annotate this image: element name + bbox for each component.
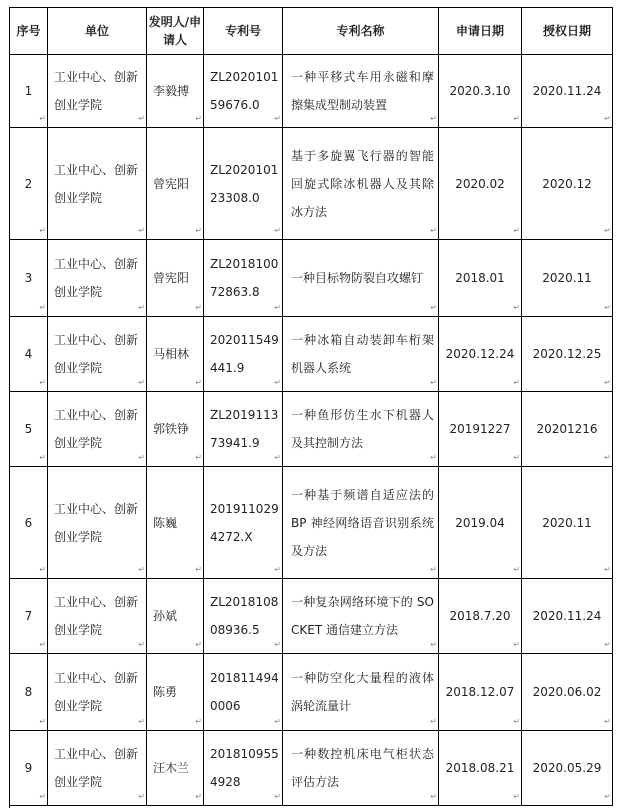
cell-patent-no-text: ZL201810808936.5: [210, 595, 279, 637]
paragraph-mark-icon: ↵: [513, 226, 520, 235]
cell-title-text: 一种复杂网络环境下的 SOCKET 通信建立方法: [291, 595, 434, 637]
cell-unit: [48, 317, 147, 392]
cell-no-text: 1: [24, 84, 33, 98]
cell-unit: [48, 128, 147, 240]
paragraph-mark-icon: ↵: [39, 114, 46, 123]
cell-patent-no: [204, 654, 283, 731]
cell-patent-no-text: ZL202010159676.0: [210, 70, 279, 112]
cell-unit: [48, 731, 147, 806]
paragraph-mark-icon: ↵: [274, 378, 281, 387]
cell-inventor: [147, 240, 204, 317]
paragraph-mark-icon: ↵: [513, 792, 520, 801]
cell-patent-no-text: 202011549441.9: [210, 333, 279, 375]
paragraph-mark-icon: ↵: [195, 226, 202, 235]
patent-table: [9, 7, 613, 806]
cell-inventor-text: 孙斌: [153, 609, 178, 623]
cell-title: [283, 467, 439, 579]
cell-patent-no: [204, 240, 283, 317]
cell-inventor: [147, 128, 204, 240]
paragraph-mark-icon: ↵: [513, 303, 520, 312]
paragraph-mark-icon: ↵: [604, 453, 611, 462]
cell-unit: [48, 55, 147, 128]
paragraph-mark-icon: ↵: [195, 717, 202, 726]
paragraph-mark-icon: ↵: [513, 717, 520, 726]
paragraph-mark-icon: ↵: [39, 717, 46, 726]
cell-title-text: 一种数控机床电气柜状态评估方法: [291, 747, 434, 789]
cell-inventor-text: 曾宪阳: [153, 176, 190, 191]
cell-no-text: 2: [24, 176, 33, 191]
cell-patent-no: [204, 731, 283, 806]
cell-apply-date-text: 2020.02: [455, 176, 505, 191]
paragraph-mark-icon: ↵: [138, 717, 145, 726]
cell-apply-date: [439, 392, 522, 467]
paragraph-mark-icon: ↵: [513, 565, 520, 574]
cell-apply-date-text: 2020.12.24: [445, 347, 515, 361]
paragraph-mark-icon: ↵: [138, 565, 145, 574]
cell-grant-date-text: 20201216: [536, 422, 598, 436]
cell-inventor-text: 马相林: [153, 347, 190, 361]
cell-unit-text: 工业中心、创新创业学院: [54, 70, 139, 112]
paragraph-mark-icon: ↵: [430, 565, 437, 574]
cell-no: [10, 731, 48, 806]
header-patent-no: 专利号: [204, 8, 283, 55]
paragraph-mark-icon: ↵: [39, 565, 46, 574]
cell-title-text: 一种冰箱自动装卸车桁架机器人系统: [291, 333, 434, 375]
cell-inventor-text: 李毅搏: [153, 84, 190, 98]
cell-patent-no-text: 2018114940006: [210, 671, 279, 713]
paragraph-mark-icon: ↵: [195, 114, 202, 123]
paragraph-mark-icon: ↵: [513, 453, 520, 462]
paragraph-mark-icon: ↵: [604, 226, 611, 235]
cell-patent-no: [204, 55, 283, 128]
cell-unit: [48, 654, 147, 731]
cell-patent-no-text: ZL202010123308.0: [210, 162, 279, 205]
paragraph-mark-icon: ↵: [274, 640, 281, 649]
table-row: [10, 654, 613, 731]
cell-grant-date-text: 2020.06.02: [532, 685, 602, 699]
cell-title: [283, 55, 439, 128]
paragraph-mark-icon: ↵: [604, 792, 611, 801]
cell-inventor: [147, 392, 204, 467]
cell-no: [10, 317, 48, 392]
paragraph-mark-icon: ↵: [513, 378, 520, 387]
paragraph-mark-icon: ↵: [138, 640, 145, 649]
cell-grant-date-text: 2020.11: [542, 515, 592, 530]
table-row: [10, 467, 613, 579]
cell-inventor: [147, 579, 204, 654]
cell-inventor: [147, 467, 204, 579]
paragraph-mark-icon: ↵: [138, 792, 145, 801]
cell-unit-text: 工业中心、创新创业学院: [54, 257, 139, 299]
cell-apply-date: [439, 654, 522, 731]
cell-apply-date-text: 2018.12.07: [445, 685, 515, 699]
paragraph-mark-icon: ↵: [274, 226, 281, 235]
cell-grant-date: [522, 467, 613, 579]
header-grant-date: 授权日期: [522, 8, 613, 55]
table-row: [10, 392, 613, 467]
cell-no-text: 7: [24, 609, 33, 623]
header-title: 专利名称: [283, 8, 439, 55]
cell-inventor-text: 陈勇: [153, 685, 178, 699]
cell-title: [283, 654, 439, 731]
cell-patent-no-text: ZL201911373941.9: [210, 408, 279, 450]
paragraph-mark-icon: ↵: [430, 303, 437, 312]
cell-apply-date-text: 2019.04: [455, 515, 505, 530]
table-row: [10, 579, 613, 654]
cell-no: [10, 128, 48, 240]
paragraph-mark-icon: ↵: [138, 114, 145, 123]
cell-inventor: [147, 317, 204, 392]
table-row: [10, 731, 613, 806]
paragraph-mark-icon: ↵: [274, 717, 281, 726]
cell-no-text: 9: [24, 761, 33, 775]
table-edge-stub: [9, 798, 10, 808]
cell-apply-date-text: 2018.7.20: [449, 609, 511, 623]
cell-apply-date: [439, 128, 522, 240]
paragraph-mark-icon: ↵: [604, 378, 611, 387]
table-row: [10, 317, 613, 392]
cell-title: [283, 392, 439, 467]
cell-grant-date: [522, 128, 613, 240]
paragraph-mark-icon: ↵: [604, 114, 611, 123]
cell-unit: [48, 467, 147, 579]
cell-grant-date-text: 2020.12.25: [532, 347, 602, 361]
cell-no-text: 4: [24, 347, 33, 361]
paragraph-mark-icon: ↵: [430, 792, 437, 801]
table-row: [10, 128, 613, 240]
cell-no: [10, 240, 48, 317]
paragraph-mark-icon: ↵: [39, 378, 46, 387]
cell-no: [10, 654, 48, 731]
cell-grant-date: [522, 654, 613, 731]
cell-title-text: 一种鱼形仿生水下机器人及其控制方法: [291, 408, 434, 450]
paragraph-mark-icon: ↵: [513, 114, 520, 123]
header-apply-date: 申请日期: [439, 8, 522, 55]
cell-patent-no-text: 2019110294272.X: [210, 501, 279, 544]
paragraph-mark-icon: ↵: [39, 640, 46, 649]
cell-patent-no: [204, 392, 283, 467]
cell-unit-text: 工业中心、创新创业学院: [54, 747, 139, 789]
cell-no-text: 8: [24, 685, 33, 699]
cell-apply-date: [439, 240, 522, 317]
paragraph-mark-icon: ↵: [195, 303, 202, 312]
cell-title: [283, 731, 439, 806]
paragraph-mark-icon: ↵: [604, 717, 611, 726]
paragraph-mark-icon: ↵: [430, 640, 437, 649]
cell-apply-date-text: 2018.01: [455, 271, 505, 285]
cell-patent-no: [204, 579, 283, 654]
paragraph-mark-icon: ↵: [430, 114, 437, 123]
cell-title-text: 一种目标物防裂自攻螺钉: [291, 271, 424, 285]
paragraph-mark-icon: ↵: [430, 453, 437, 462]
paragraph-mark-icon: ↵: [430, 226, 437, 235]
cell-grant-date-text: 2020.11.24: [532, 609, 602, 623]
cell-unit-text: 工业中心、创新创业学院: [54, 671, 139, 713]
cell-grant-date-text: 2020.11.24: [532, 84, 602, 98]
paragraph-mark-icon: ↵: [604, 303, 611, 312]
header-no: 序号: [10, 8, 48, 55]
cell-apply-date-text: 2020.3.10: [449, 84, 511, 98]
paragraph-mark-icon: ↵: [195, 565, 202, 574]
cell-apply-date: [439, 579, 522, 654]
cell-apply-date: [439, 317, 522, 392]
cell-title: [283, 128, 439, 240]
cell-no: [10, 579, 48, 654]
cell-grant-date-text: 2020.11: [542, 271, 592, 285]
paragraph-mark-icon: ↵: [138, 303, 145, 312]
cell-apply-date: [439, 731, 522, 806]
cell-unit: [48, 240, 147, 317]
cell-unit: [48, 392, 147, 467]
cell-title-text: 一种平移式车用永磁和摩擦集成型制动装置: [291, 70, 434, 112]
cell-no-text: 3: [24, 271, 33, 285]
cell-apply-date: [439, 467, 522, 579]
paragraph-mark-icon: ↵: [274, 792, 281, 801]
paragraph-mark-icon: ↵: [138, 226, 145, 235]
cell-inventor-text: 郭铁铮: [153, 422, 190, 436]
paragraph-mark-icon: ↵: [39, 453, 46, 462]
paragraph-mark-icon: ↵: [39, 226, 46, 235]
cell-patent-no: [204, 467, 283, 579]
table-row: [10, 55, 613, 128]
cell-grant-date: [522, 240, 613, 317]
cell-no-text: 5: [24, 422, 33, 436]
cell-title-text: 一种基于频谱自适应法的 BP 神经网络语音识别系统及方法: [291, 487, 434, 558]
paragraph-mark-icon: ↵: [195, 792, 202, 801]
cell-patent-no: [204, 317, 283, 392]
cell-unit-text: 工业中心、创新创业学院: [54, 501, 139, 544]
paragraph-mark-icon: ↵: [39, 303, 46, 312]
cell-no: [10, 392, 48, 467]
table-body: [10, 55, 613, 806]
paragraph-mark-icon: ↵: [195, 640, 202, 649]
cell-no: [10, 467, 48, 579]
cell-inventor-text: 曾宪阳: [153, 271, 190, 285]
paragraph-mark-icon: ↵: [274, 114, 281, 123]
cell-patent-no: [204, 128, 283, 240]
cell-unit: [48, 579, 147, 654]
paragraph-mark-icon: ↵: [274, 303, 281, 312]
header-inventor: 发明人/申请人: [147, 8, 204, 55]
cell-apply-date: [439, 55, 522, 128]
cell-inventor: [147, 731, 204, 806]
cell-grant-date: [522, 392, 613, 467]
cell-unit-text: 工业中心、创新创业学院: [54, 162, 139, 205]
cell-grant-date: [522, 579, 613, 654]
paragraph-mark-icon: ↵: [195, 453, 202, 462]
cell-grant-date: [522, 731, 613, 806]
paragraph-mark-icon: ↵: [138, 378, 145, 387]
cell-grant-date-text: 2020.12: [542, 176, 592, 191]
cell-inventor: [147, 55, 204, 128]
paragraph-mark-icon: ↵: [430, 717, 437, 726]
cell-title-text: 基于多旋翼飞行器的智能回旋式除冰机器人及其除冰方法: [291, 148, 434, 219]
cell-patent-no-text: ZL201810072863.8: [210, 257, 279, 299]
header-row: [10, 8, 613, 55]
paragraph-mark-icon: ↵: [430, 378, 437, 387]
table-row: [10, 240, 613, 317]
cell-inventor: [147, 654, 204, 731]
paragraph-mark-icon: ↵: [274, 565, 281, 574]
paragraph-mark-icon: ↵: [604, 565, 611, 574]
cell-title: [283, 240, 439, 317]
header-unit: 单位: [48, 8, 147, 55]
paragraph-mark-icon: ↵: [604, 640, 611, 649]
cell-inventor-text: 汪木兰: [153, 761, 190, 775]
cell-patent-no-text: 2018109554928: [210, 747, 279, 789]
cell-grant-date-text: 2020.05.29: [532, 761, 602, 775]
cell-title-text: 一种防空化大量程的液体涡轮流量计: [291, 671, 434, 713]
cell-grant-date: [522, 317, 613, 392]
paragraph-mark-icon: ↵: [274, 453, 281, 462]
cell-unit-text: 工业中心、创新创业学院: [54, 595, 139, 637]
paragraph-mark-icon: ↵: [195, 378, 202, 387]
paragraph-mark-icon: ↵: [39, 792, 46, 801]
cell-title: [283, 579, 439, 654]
cell-title: [283, 317, 439, 392]
paragraph-mark-icon: ↵: [138, 453, 145, 462]
cell-apply-date-text: 2018.08.21: [445, 761, 515, 775]
cell-unit-text: 工业中心、创新创业学院: [54, 408, 139, 450]
cell-apply-date-text: 20191227: [449, 422, 511, 436]
cell-no-text: 6: [24, 515, 33, 530]
paragraph-mark-icon: ↵: [513, 640, 520, 649]
cell-no: [10, 55, 48, 128]
cell-unit-text: 工业中心、创新创业学院: [54, 333, 139, 375]
cell-grant-date: [522, 55, 613, 128]
cell-inventor-text: 陈巍: [153, 515, 178, 530]
